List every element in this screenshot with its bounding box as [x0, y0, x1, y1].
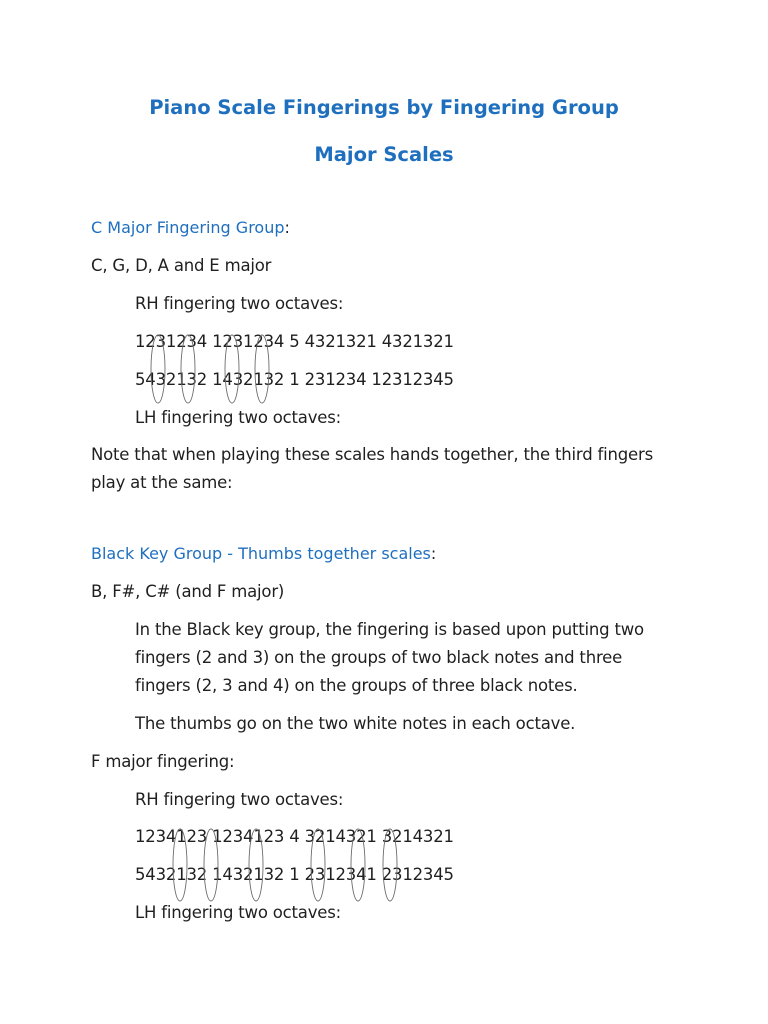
- f-major-lh-fingering: 5432132 1432132 1 2312341 2312345: [135, 865, 454, 884]
- c-group-lh-label: LH fingering two octaves:: [135, 408, 341, 427]
- c-group-rh-label: RH fingering two octaves:: [135, 294, 344, 313]
- c-group-lh-fingering: 5432132 1432132 1 231234 12312345: [135, 370, 454, 389]
- c-group-rh-fingering: 1231234 1231234 5 4321321 4321321: [135, 332, 454, 351]
- f-major-rh-label: RH fingering two octaves:: [135, 790, 344, 809]
- black-group-paragraph-1: In the Black key group, the fingering is based upon putting two fingers (2 and 3) on the groups of two black notes and three fingers (2, 3 and 4) on the groups of three black notes.: [135, 620, 644, 695]
- f-major-rh-fingering: 1234123 1234123 4 3214321 3214321: [135, 827, 454, 846]
- c-major-group-heading: [91, 220, 290, 236]
- black-key-group-heading: [91, 546, 436, 562]
- page-title: Piano Scale Fingerings by Fingering Group: [149, 96, 619, 119]
- black-group-paragraph-2: The thumbs go on the two white notes in each octave.: [135, 714, 576, 733]
- c-group-scales: C, G, D, A and E major: [91, 256, 272, 275]
- c-major-group-heading-text: C Major Fingering Group: [91, 218, 285, 237]
- c-group-note: Note that when playing these scales hands together, the third fingers play at the same:: [91, 445, 653, 492]
- f-major-lh-label: LH fingering two octaves:: [135, 903, 341, 922]
- f-major-label: F major fingering:: [91, 752, 235, 771]
- black-key-group-heading-colon: :: [430, 544, 437, 563]
- page-subtitle: Major Scales: [314, 143, 454, 166]
- black-group-scales: B, F#, C# (and F major): [91, 582, 285, 601]
- c-major-group-heading-colon: :: [284, 218, 290, 237]
- black-key-group-heading-text: Black Key Group - Thumbs together scales: [91, 544, 431, 563]
